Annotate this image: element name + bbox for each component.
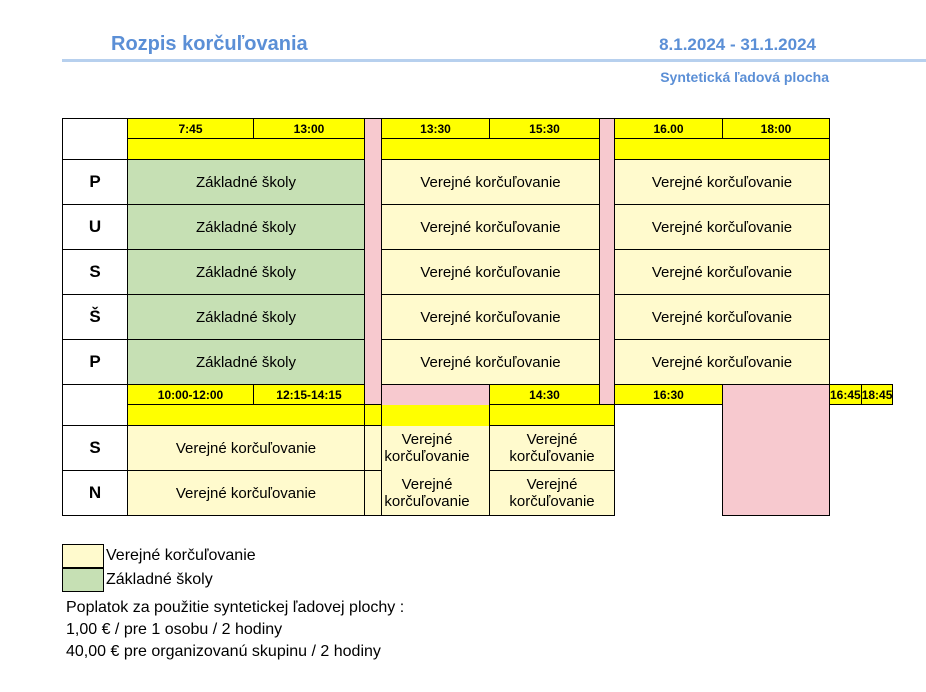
schedule-slot: Verejné korčuľovanie [365,426,490,471]
fee-notes [66,597,404,663]
weekend-time-row [63,385,893,405]
gap-column [723,385,830,516]
surface-subtitle: Syntetická ľadová plocha [660,69,829,85]
legend-label: Základné školy [106,571,213,588]
weekday-time-row [63,119,893,139]
yellow-bar [615,139,830,160]
schedule-slot: Verejné korčuľovanie [382,160,600,205]
time-cell: 16.00 [615,119,723,139]
schedule-slot: Verejné korčuľovanie [615,160,830,205]
schedule-slot: Základné školy [128,205,365,250]
yellow-bar-row [63,139,893,160]
fee-heading: Poplatok za použitie syntetickej ľadovej plochy : [66,599,405,616]
time-cell: 10:00-12:00 [128,385,254,405]
schedule-slot: Verejné korčuľovanie [382,205,600,250]
day-row [63,340,893,385]
time-cell: 13:30 [382,119,490,139]
schedule-slot: Verejné korčuľovanie [128,471,365,516]
day-label: P [63,340,128,385]
public-swatch [62,544,104,568]
yellow-bar [365,405,490,426]
schedule-slot: Verejné korčuľovanie [128,426,365,471]
corner-cell [63,385,128,426]
schedule-slot: Základné školy [128,250,365,295]
date-range: 8.1.2024 - 31.1.2024 [659,35,816,54]
corner-cell [63,119,128,160]
schedule-slot: Verejné korčuľovanie [382,340,600,385]
time-cell: 16:45 [830,385,862,405]
day-label: S [63,250,128,295]
legend-label: Verejné korčuľovanie [106,547,256,564]
time-cell: 13:00 [254,119,365,139]
fee-individual: 1,00 € / pre 1 osobu / 2 hodiny [66,621,283,638]
header-divider [62,59,926,62]
day-row [63,295,893,340]
yellow-bar [128,139,365,160]
time-cell: 7:45 [128,119,254,139]
gap-column [600,119,615,405]
schedule-slot: Základné školy [128,295,365,340]
day-row [63,250,893,295]
yellow-bar [382,139,600,160]
schedule-slot: Verejné korčuľovanie [490,426,615,471]
schedule-slot: Verejné korčuľovanie [365,471,490,516]
schedule-slot: Verejné korčuľovanie [490,471,615,516]
day-label: U [63,205,128,250]
schedule-slot: Verejné korčuľovanie [615,340,830,385]
legend-item-schools [62,568,256,592]
yellow-bar [128,405,365,426]
gap-column [365,119,382,405]
time-cell: 18:00 [723,119,830,139]
schedule-table [62,118,893,516]
time-cell: 15:30 [490,119,600,139]
page-title: Rozpis korčuľovania [111,33,308,55]
time-cell: 14:30 [490,385,600,405]
schedule-slot: Verejné korčuľovanie [382,250,600,295]
day-row [63,205,893,250]
schools-swatch [62,568,104,592]
time-cell: 18:45 [861,385,893,405]
legend [62,544,256,592]
day-label: N [63,471,128,516]
schedule-slot: Verejné korčuľovanie [615,205,830,250]
day-label: P [63,160,128,205]
day-label: S [63,426,128,471]
time-cell: 12:15-14:15 [254,385,365,405]
legend-item-public [62,544,256,568]
schedule-slot: Základné školy [128,340,365,385]
fee-group: 40,00 € pre organizovanú skupinu / 2 hodiny [66,643,381,660]
schedule-slot: Verejné korčuľovanie [615,295,830,340]
schedule-slot: Verejné korčuľovanie [382,295,600,340]
time-cell: 16:30 [615,385,723,405]
day-label: Š [63,295,128,340]
schedule-slot: Základné školy [128,160,365,205]
schedule-slot: Verejné korčuľovanie [615,250,830,295]
yellow-bar [490,405,615,426]
day-row [63,160,893,205]
